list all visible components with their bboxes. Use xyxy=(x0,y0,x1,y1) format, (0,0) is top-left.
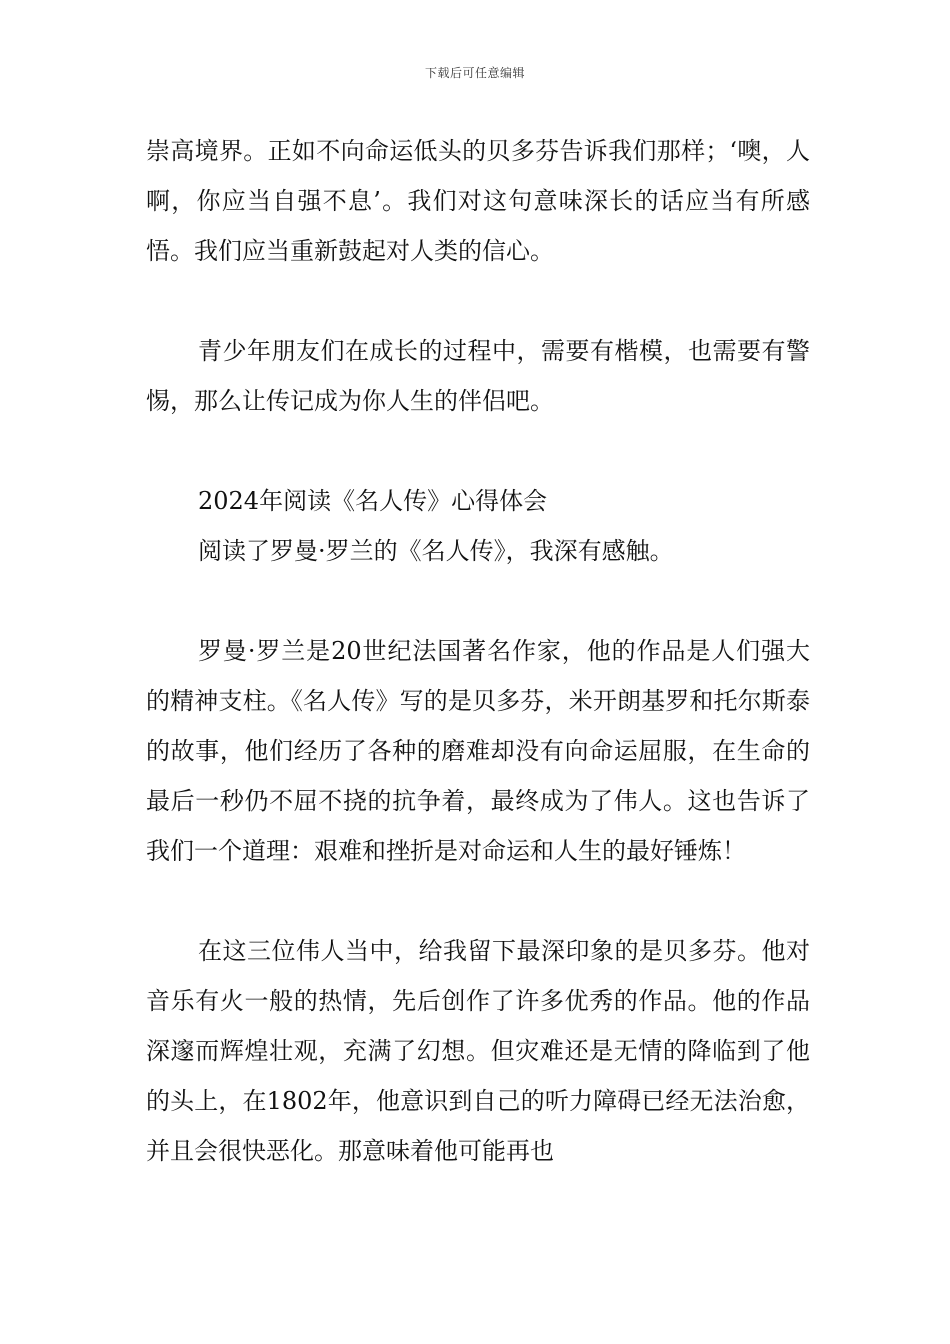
paragraph-beethoven: 在这三位伟人当中，给我留下最深印象的是贝多芬。他对音乐有火一般的热情，先后创作了许多优秀的作品。他的作品深邃而辉煌壮观，充满了幻想。但灾难还是无情的降临到了他的头上，在1802年，他意识到自己的听力障碍已经无法治愈，并且会很快恶化。那意味着他可能再也 xyxy=(146,937,810,1165)
section-title: 2024年阅读《名人传》心得体会 xyxy=(198,487,548,515)
page-header: 下载后可任意编辑 xyxy=(424,66,525,80)
paragraph-romain-rolland: 罗曼·罗兰是20世纪法国著名作家，他的作品是人们强大的精神支柱。《名人传》写的是贝多芬，米开朗基罗和托尔斯泰的故事，他们经历了各种的磨难却没有向命运屈服，在生命的最后一秒仍不屈不挠的抗争着，最终成为了伟人。这也告诉了我们一个道理：艰难和挫折是对命运和人生的最好锤炼！ xyxy=(146,637,810,865)
paragraph-continuation: 崇高境界。正如不向命运低头的贝多芬告诉我们那样；‘噢，人啊，你应当自强不息’。我们对这句意味深长的话应当有所感悟。我们应当重新鼓起对人类的信心。 xyxy=(146,137,810,265)
document-body xyxy=(146,126,810,1176)
paragraph-youth: 青少年朋友们在成长的过程中，需要有楷模，也需要有警惕，那么让传记成为你人生的伴侣吧。 xyxy=(146,337,810,415)
paragraph-intro: 阅读了罗曼·罗兰的《名人传》，我深有感触。 xyxy=(198,537,674,565)
